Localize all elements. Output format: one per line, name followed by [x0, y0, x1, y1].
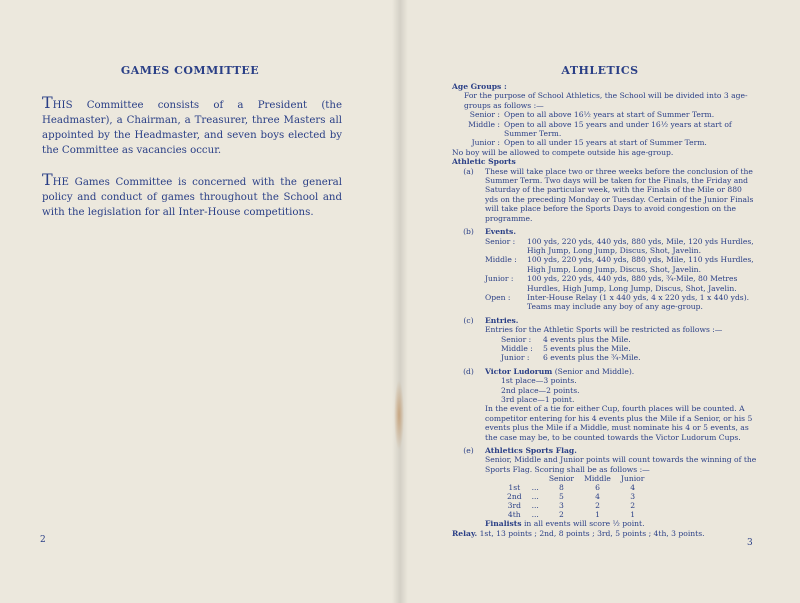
- item-c: (c) Entries. Entries for the Athletic Sports will be restricted as follows :— Senior : 4 events plus the Mile. Middle : 5 events plus the Mile. Junior : 6 events plus the ¾-Mile.: [452, 316, 757, 363]
- committee-paragraph: THIS Committee consists of a President (the Headmaster), a Chairman, a Treasurer, three Masters all appointed by the Headmaster, and seven boys elected by the Committee as vacancies occur.: [42, 93, 342, 156]
- relay-line: Relay. 1st, 13 points ; 2nd, 8 points ; 3rd, 5 points ; 4th, 3 points.: [452, 528, 705, 538]
- victor-ludorum-text: In the event of a tie for either Cup, fourth places will be counted. A competitor entering for his 4 events plus the Mile if a Senior, or his 5 events plus the Mile if a Middle, must nominate his 4 or 5 events, as the case may be, to be counted towards the Victor Ludorum Cups.: [485, 404, 753, 442]
- table-row: 2nd ... 5 4 3: [507, 492, 636, 502]
- events-heading: Events.: [485, 227, 516, 237]
- sports-flag-heading: Athletics Sports Flag.: [485, 446, 577, 456]
- athletics-content: [452, 82, 757, 538]
- athletic-sports-heading: Athletic Sports: [452, 157, 516, 167]
- event-row: Junior : 100 yds, 220 yds, 440 yds, 880 yds, ¾-Mile, 80 Metres Hurdles, High Jump, Long Jump, Discus, Shot, Javelin.: [485, 274, 738, 293]
- event-row: Middle : 100 yds, 220 yds, 440 yds, 880 yds, Mile, 110 yds Hurdles, High Jump, Long Jump, Discus, Shot, Javelin.: [485, 255, 754, 274]
- age-groups-heading: Age Groups :: [452, 82, 507, 91]
- victor-ludorum-heading: Victor Ludorum (Senior and Middle).: [485, 366, 635, 376]
- victor-point: 2nd place—2 points.: [501, 385, 580, 395]
- entry-row: Junior : 6 events plus the ¾-Mile.: [501, 353, 641, 363]
- drop-cap: T: [42, 170, 53, 189]
- item-e: (e) Athletics Sports Flag. Senior, Middle and Junior points will count towards the winning of the Sports Flag. Scoring shall be as follows :— Senior Middle Junior 1st ... 8 6 4 2nd ... 5 4 3 3rd ... 3 2 2 4th ... 2 1 1 Finalists in all events will score ½ point.: [463, 446, 757, 529]
- gutter-shadow: [392, 0, 408, 603]
- page-number-right: 3: [747, 538, 753, 548]
- event-row: Senior : 100 yds, 220 yds, 440 yds, 880 yds, Mile, 120 yds Hurdles, High Jump, Long Jump, Discus, Shot, Javelin.: [485, 236, 754, 255]
- table-row: 1st ... 8 6 4: [508, 483, 636, 493]
- entries-heading: Entries.: [485, 315, 519, 325]
- paper-stain: [394, 380, 404, 450]
- victor-point: 1st place—3 points.: [501, 376, 577, 386]
- drop-cap: T: [42, 93, 53, 112]
- table-row: 3rd ... 3 2 2: [507, 501, 636, 511]
- games-committee-title: GAMES COMMITTEE: [120, 64, 260, 77]
- item-b: (b) Events. Senior : 100 yds, 220 yds, 440 yds, 880 yds, Mile, 120 yds Hurdles, High Jump, Long Jump, Discus, Shot, Javelin. Middle : 100 yds, 220 yds, 440 yds, 880 yds, Mile, 110 yds Hurdles, High Jump, Long Jump, Discus, Shot, Javelin. Junior : 100 yds, 220 yds, 440 yds, 880 yds, ¾-Mile, 80 Metres Hurdles, High Jump, Long Jump, Discus, Shot, Javelin. Open : Inter-House Relay (1 x 440 yds, 4 x 220 yds, 1 x 440 yds). Teams may include any boy of any age-group.: [452, 227, 757, 312]
- age-group-row: Middle : Open to all above 15 years and under 16½ years at start of Summer Term.: [468, 119, 732, 139]
- age-groups-intro: For the purpose of School Athletics, the School will be divided into 3 age-groups as follows :—: [464, 91, 748, 110]
- age-group-row: Junior : Open to all under 15 years at start of Summer Term.: [471, 138, 707, 148]
- item-a: (a) These will take place two or three weeks before the conclusion of the Summer Term. Two days will be taken for the Finals, the Friday and Saturday of the particular week, with the Finals of the Mile or 880 yds on the preceding Monday or Tuesday. Certain of the Junior Finals will take place before the Sports Days to avoid congestion on the programme.: [463, 166, 754, 223]
- age-groups-note: No boy will be allowed to compete outside his age-group.: [452, 147, 674, 157]
- victor-point: 3rd place—1 point.: [501, 395, 575, 404]
- table-row: 4th ... 2 1 1: [507, 510, 636, 520]
- scoring-table: [507, 474, 654, 519]
- table-header-row: Senior Middle Junior: [548, 474, 645, 484]
- event-row: Open : Inter-House Relay (1 x 440 yds, 4 x 220 yds, 1 x 440 yds). Teams may include any boy of any age-group.: [485, 292, 750, 312]
- page-number-left: 2: [40, 535, 46, 545]
- age-group-row: Senior : Open to all above 16½ years at start of Summer Term.: [469, 110, 715, 120]
- sports-flag-text: Senior, Middle and Junior points will count towards the winning of the Sports Flag. Scoring shall be as follows :—: [485, 455, 757, 474]
- item-d: (d) Victor Ludorum (Senior and Middle). 1st place—3 points. 2nd place—2 points. 3rd place—1 point. In the event of a tie for either Cup, fourth places will be counted. A competitor entering for his 4 events plus the Mile if a Senior, or his 5 events plus the Mile if a Middle, must nominate his 4 or 5 events, as the case may be, to be counted towards the Victor Ludorum Cups.: [452, 367, 757, 442]
- policy-paragraph: THE Games Committee is concerned with the general policy and conduct of games throughout the School and with the legislation for all Inter-House competitions.: [42, 170, 342, 218]
- athletics-title: ATHLETICS: [561, 64, 639, 77]
- entry-row: Middle : 5 events plus the Mile.: [501, 343, 631, 353]
- finalists-line: Finalists in all events will score ½ point.: [485, 519, 645, 529]
- entry-row: Senior : 4 events plus the Mile.: [501, 334, 631, 344]
- entries-intro: Entries for the Athletic Sports will be restricted as follows :—: [485, 325, 723, 335]
